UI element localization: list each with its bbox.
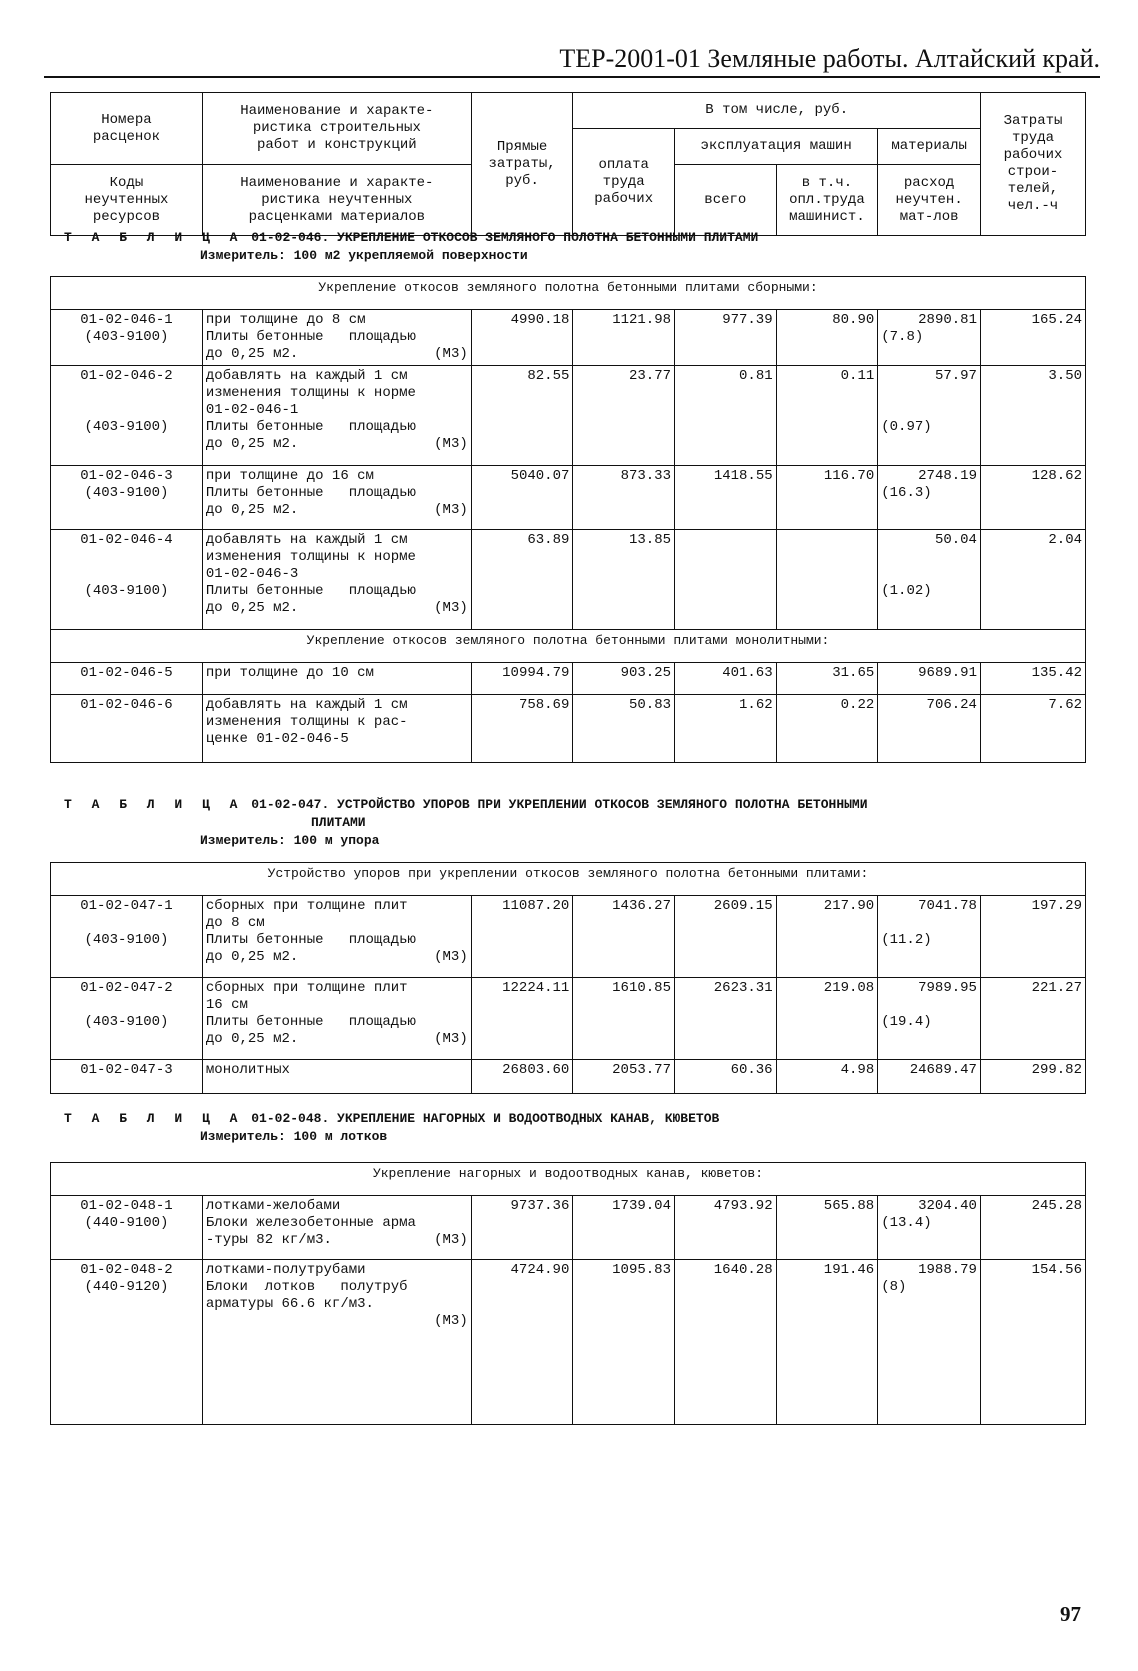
materials-consumption: (8) [881,1279,907,1295]
materials-cost: 24689.47 [909,1062,977,1078]
materials-cost: 1988.79 [918,1262,977,1278]
labor-pay: 1610.85 [573,978,675,1060]
unit-label: (М3) [434,949,468,965]
unit-label: (М3) [434,436,468,452]
description-line: лотками-желобами [205,1198,341,1214]
rate-code: 01-02-047-2 [80,980,173,996]
machines-total: 1.62 [675,695,777,763]
machines-total: 1418.55 [675,466,777,530]
resource-code [54,402,199,419]
resource-code: (403-9100) [84,1014,169,1030]
col-head-name: Наименование и характе- ристика строительных работ и конструкций [202,93,471,165]
labor-pay: 1095.83 [573,1260,675,1425]
materials-cost: 2890.81 [918,312,977,328]
labor-hours: 165.24 [980,310,1085,366]
description-line: 16 см [205,997,248,1013]
materials-cell [878,1196,981,1260]
description-line: до 0,25 м2. [205,600,299,616]
description-line: до 0,25 м2. [205,502,299,518]
materials-consumption: (16.3) [881,485,932,501]
unit-label: (М3) [434,346,468,362]
labor-hours: 221.27 [980,978,1085,1060]
description-line: арматуры 66.6 кг/м3. [205,1296,374,1312]
rate-code: 01-02-046-6 [80,697,173,713]
description-line: Блоки лотков полутруб [205,1279,408,1295]
materials-cost: 57.97 [934,368,977,384]
unit-label: (М3) [434,502,468,518]
table-row [51,1260,1086,1425]
table-048 [50,1162,1086,1425]
rate-code-cell [51,366,203,466]
resource-code: (403-9100) [84,583,169,599]
machinist-pay: 217.90 [776,896,878,978]
direct-cost: 82.55 [471,366,573,466]
direct-cost: 10994.79 [471,663,573,695]
direct-cost: 4724.90 [471,1260,573,1425]
work-description [202,530,471,630]
rate-code: 01-02-048-1 [80,1198,173,1214]
work-description [202,695,471,763]
materials-cell [878,310,981,366]
description-line: сборных при толщине плит [205,898,408,914]
labor-hours: 3.50 [980,366,1085,466]
machinist-pay: 80.90 [776,310,878,366]
table-row [51,1196,1086,1260]
description-line: -туры 82 кг/м3. [205,1232,332,1248]
resource-code [54,385,199,402]
rate-code-cell [51,1060,203,1094]
description-line: монолитных [205,1062,290,1078]
rate-code-cell [51,466,203,530]
col-head-machines: эксплуатация машин [675,129,878,165]
col-head-machines-opl: в т.ч. опл.труда машинист. [776,165,878,236]
table-row [51,530,1086,630]
rate-code-cell [51,530,203,630]
table-row [51,466,1086,530]
materials-cost: 706.24 [926,697,977,713]
section-title: Укрепление нагорных и водоотводных канав, кюветов: [51,1163,1086,1196]
materials-cell [878,1060,981,1094]
materials-consumption [881,997,977,1014]
materials-cost: 3204.40 [918,1198,977,1214]
labor-pay: 903.25 [573,663,675,695]
rate-code: 01-02-047-3 [80,1062,173,1078]
description-line: до 0,25 м2. [205,436,299,452]
running-header-title: ТЕР-2001-01 Земляные работы. Алтайский край. [559,44,1100,73]
materials-consumption: (7.8) [881,329,924,345]
labor-pay: 1121.98 [573,310,675,366]
description-line: Блоки железобетонные арма [205,1215,416,1231]
materials-cell [878,695,981,763]
materials-consumption [881,549,977,566]
machinist-pay: 565.88 [776,1196,878,1260]
materials-cell [878,466,981,530]
materials-consumption: (13.4) [881,1215,932,1231]
table-row [51,1060,1086,1094]
work-description [202,663,471,695]
col-head-direct: Прямые затраты, руб. [471,93,573,236]
labor-pay: 50.83 [573,695,675,763]
direct-cost: 5040.07 [471,466,573,530]
materials-cost: 9689.91 [918,665,977,681]
labor-hours: 154.56 [980,1260,1085,1425]
work-description [202,1260,471,1425]
description-line: изменения толщины к норме [205,385,416,401]
resource-code [54,549,199,566]
resource-code: (403-9100) [84,419,169,435]
materials-consumption [881,402,977,419]
section-title: Укрепление откосов земляного полотна бетонными плитами сборными: [51,277,1086,310]
description-line: Плиты бетонные площадью [205,932,416,948]
rate-code-cell [51,663,203,695]
machines-total: 2609.15 [674,896,776,978]
materials-consumption: (11.2) [881,932,932,948]
description-line: до 0,25 м2. [205,346,299,362]
table-caption-047: Т А Б Л И Ц А 01-02-047. УСТРОЙСТВО УПОРОВ ПРИ УКРЕПЛЕНИИ ОТКОСОВ ЗЕМЛЯНОГО ПОЛОТНА БЕТОННЫМИ ПЛИТАМИ Измеритель: 100 м упора [64,797,868,848]
description-line: при толщине до 16 см [205,468,374,484]
col-head-incl: В том числе, руб. [573,93,981,129]
table-row [51,663,1086,695]
rate-code: 01-02-046-3 [80,468,173,484]
direct-cost: 63.89 [471,530,573,630]
description-line: Плиты бетонные площадью [205,329,416,345]
running-header [44,44,1100,78]
rate-code: 01-02-048-2 [80,1262,173,1278]
table-caption-048: Т А Б Л И Ц А 01-02-048. УКРЕПЛЕНИЕ НАГОРНЫХ И ВОДООТВОДНЫХ КАНАВ, КЮВЕТОВ Измеритель: 100 м лотков [64,1111,720,1144]
materials-consumption [881,566,977,583]
materials-cell [878,663,981,695]
resource-code: (403-9100) [84,329,169,345]
work-description [202,1196,471,1260]
description-line: 01-02-046-3 [205,566,299,582]
description-line: добавлять на каждый 1 см [205,532,408,548]
rate-code-cell [51,978,203,1060]
description-line: лотками-полутрубами [205,1262,366,1278]
rate-code-cell [51,896,203,978]
materials-cell [878,366,981,466]
labor-pay: 873.33 [573,466,675,530]
resource-code: (403-9100) [84,932,169,948]
machines-total [675,530,777,630]
table-047 [50,862,1086,1094]
machines-total: 977.39 [675,310,777,366]
materials-consumption [881,915,977,932]
materials-consumption [881,385,977,402]
materials-consumption: (0.97) [881,419,932,435]
resource-code: (440-9120) [84,1279,169,1295]
rate-code: 01-02-046-2 [80,368,173,384]
col-head-machines-total: всего [675,165,777,236]
materials-cell [878,1260,981,1425]
labor-hours: 197.29 [980,896,1085,978]
col-head-resource-codes: Коды неучтенных ресурсов [51,165,203,236]
rate-code: 01-02-046-1 [80,312,173,328]
col-head-codes: Номера расценок [51,93,203,165]
table-row [51,695,1086,763]
table-caption-046: Т А Б Л И Ц А 01-02-046. УКРЕПЛЕНИЕ ОТКОСОВ ЗЕМЛЯНОГО ПОЛОТНА БЕТОННЫМИ ПЛИТАМИ Измеритель: 100 м2 укрепляемой поверхности [64,230,759,263]
direct-cost: 758.69 [471,695,573,763]
labor-hours: 2.04 [980,530,1085,630]
rate-code-cell [51,310,203,366]
description-line: 01-02-046-1 [205,402,299,418]
table-row [51,366,1086,466]
machinist-pay: 219.08 [776,978,878,1060]
page-number: 97 [1060,1602,1081,1626]
work-description [202,466,471,530]
col-head-pay: оплата труда рабочих [573,129,675,236]
work-description [202,896,471,978]
table-row [51,978,1086,1060]
resource-code: (403-9100) [84,485,169,501]
work-description [202,1060,471,1094]
direct-cost: 11087.20 [471,896,573,978]
machinist-pay: 0.11 [776,366,878,466]
labor-hours: 7.62 [980,695,1085,763]
col-head-resource-name: Наименование и характе- ристика неучтенных расценками материалов [202,165,471,236]
description-line: добавлять на каждый 1 см [205,368,408,384]
description-line: до 8 см [205,915,265,931]
machinist-pay: 4.98 [776,1060,878,1094]
direct-cost: 12224.11 [471,978,573,1060]
work-description [202,366,471,466]
description-line: ценке 01-02-046-5 [205,731,349,747]
direct-cost: 26803.60 [471,1060,573,1094]
description-line: до 0,25 м2. [205,1031,299,1047]
machines-total: 60.36 [674,1060,776,1094]
description-line: сборных при толщине плит [205,980,408,996]
labor-hours: 299.82 [980,1060,1085,1094]
materials-consumption: (19.4) [881,1014,932,1030]
direct-cost: 9737.36 [471,1196,573,1260]
description-line: добавлять на каждый 1 см [205,697,408,713]
unit-label: (М3) [434,1031,468,1047]
col-head-materials: материалы [878,129,981,165]
description-line: изменения толщины к рас- [205,714,408,730]
col-head-materials-rash: расход неучтен. мат-лов [878,165,981,236]
materials-cost: 50.04 [934,532,977,548]
unit-label: (М3) [434,1232,468,1248]
resource-code [54,915,199,932]
machinist-pay: 0.22 [776,695,878,763]
materials-cost: 7989.95 [918,980,977,996]
machines-total: 2623.31 [674,978,776,1060]
description-line: до 0,25 м2. [205,949,299,965]
materials-consumption: (1.02) [881,583,932,599]
labor-pay: 1436.27 [573,896,675,978]
rate-code: 01-02-046-4 [80,532,173,548]
table-046 [50,276,1086,763]
machinist-pay: 31.65 [776,663,878,695]
col-head-labor: Затраты труда рабочих строи- телей, чел.-ч [981,93,1086,236]
resource-code [54,566,199,583]
description-line: Плиты бетонные площадью [205,583,416,599]
labor-pay: 2053.77 [573,1060,675,1094]
description-line: Плиты бетонные площадью [205,485,416,501]
unit-label: (М3) [434,1313,468,1329]
resource-code: (440-9100) [84,1215,169,1231]
resource-code [54,997,199,1014]
description-line: при толщине до 10 см [205,665,374,681]
labor-hours: 245.28 [980,1196,1085,1260]
materials-cost: 2748.19 [918,468,977,484]
machines-total: 1640.28 [674,1260,776,1425]
table-row [51,310,1086,366]
materials-cell [878,530,981,630]
description-line: при толщине до 8 см [205,312,366,328]
description-line: изменения толщины к норме [205,549,416,565]
labor-pay: 23.77 [573,366,675,466]
unit-label: (М3) [434,600,468,616]
labor-hours: 128.62 [980,466,1085,530]
machinist-pay: 116.70 [776,466,878,530]
materials-cell [878,978,981,1060]
labor-hours: 135.42 [980,663,1085,695]
description-line: Плиты бетонные площадью [205,1014,416,1030]
work-description [202,310,471,366]
section-title: Устройство упоров при укреплении откосов земляного полотна бетонными плитами: [51,863,1086,896]
table-row [51,896,1086,978]
direct-cost: 4990.18 [471,310,573,366]
labor-pay: 1739.04 [573,1196,675,1260]
materials-cell [878,896,981,978]
rate-code-cell [51,1260,203,1425]
rate-code: 01-02-047-1 [80,898,173,914]
column-heading-table [50,92,1086,236]
machines-total: 401.63 [675,663,777,695]
rate-code-cell [51,695,203,763]
description-line: Плиты бетонные площадью [205,419,416,435]
section-title: Укрепление откосов земляного полотна бетонными плитами монолитными: [51,630,1086,663]
materials-cost: 7041.78 [918,898,977,914]
machines-total: 4793.92 [674,1196,776,1260]
work-description [202,978,471,1060]
machinist-pay [776,530,878,630]
rate-code-cell [51,1196,203,1260]
labor-pay: 13.85 [573,530,675,630]
machines-total: 0.81 [675,366,777,466]
rate-code: 01-02-046-5 [80,665,173,681]
machinist-pay: 191.46 [776,1260,878,1425]
